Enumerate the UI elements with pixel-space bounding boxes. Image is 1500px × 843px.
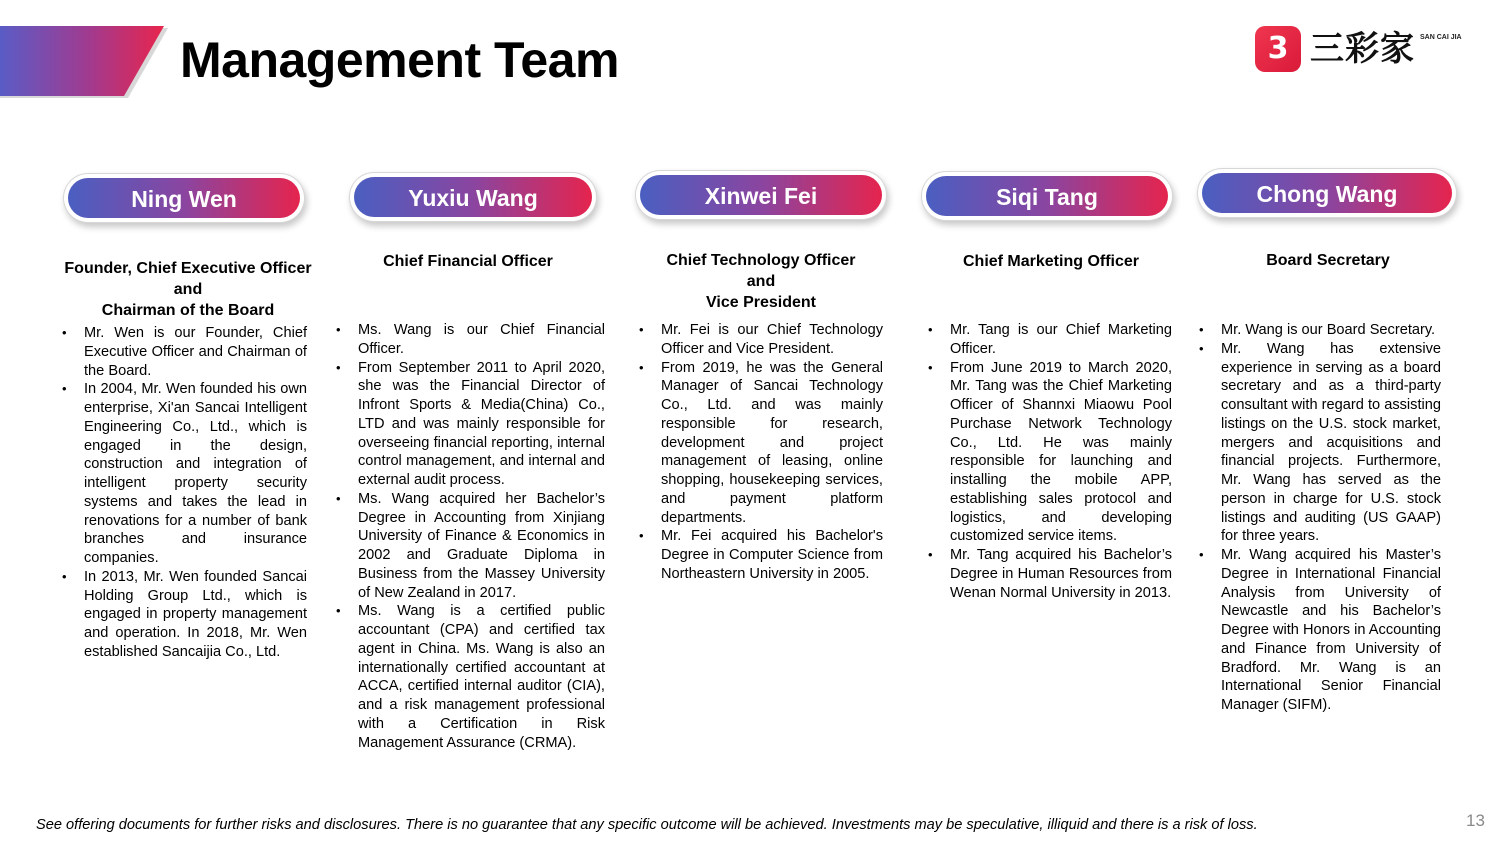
bio-item: • Mr. Wang acquired his Master’s Degree in International Financial Analysis from University of Newcastle and his Bachelor’s Degree with Honors in Accounting and Finance from University of Bradford. Mr. Wang is an International Senior Financial Manager (SIFM).: [1197, 546, 1441, 715]
member-bio-list: [637, 321, 883, 584]
bio-item: • Ms. Wang acquired her Bachelor’s Degree in Accounting from Xinjiang University of Finance & Economics in 2002 and Graduate Diploma in Business from the Massey University of New Zealand in 2017.: [334, 490, 605, 603]
bio-item: • In 2004, Mr. Wen founded his own enterprise, Xi'an Sancai Intelligent Engineering Co., Ltd., which is engaged in the design, construction and integration of intelligent property security systems and takes the lead in renovations for a number of bank branches and insurance companies.: [60, 380, 307, 568]
member-name-pill: Chong Wang: [1202, 173, 1452, 213]
member-name-pill: Ning Wen: [68, 178, 300, 218]
bio-item: • From 2019, he was the General Manager of Sancai Technology Co., Ltd. and was mainly responsible for research, development and project management of leasing, online shopping, housekeeping services, and payment platform departments.: [637, 359, 883, 528]
bio-item: • From June 2019 to March 2020, Mr. Tang was the Chief Marketing Officer of Shannxi Miaowu Pool Purchase Network Technology Co., Ltd. He was mainly responsible for launching and installing the mobile APP, establishing sales protocol and logistics, and developing customized service items.: [926, 359, 1172, 547]
page-number: 13: [1466, 811, 1485, 830]
bio-item: • Mr. Fei is our Chief Technology Officer and Vice President.: [637, 321, 883, 359]
bio-item: • Mr. Fei acquired his Bachelor's Degree in Computer Science from Northeastern University in 2005.: [637, 527, 883, 583]
member-name-pill: Xinwei Fei: [640, 175, 882, 215]
page-title: Management Team: [180, 32, 619, 88]
member-bio-list: [334, 321, 605, 752]
logo-chinese-text: 三彩家: [1310, 29, 1415, 69]
member-bio-list: [1197, 321, 1441, 715]
member-role: Chief Financial Officer: [383, 253, 553, 270]
member-role: Chief Marketing Officer: [962, 253, 1140, 270]
bio-item: • Ms. Wang is a certified public accountant (CPA) and certified tax agent in China. Ms. Wang is also an internationally certified accountant at ACCA, certified internal auditor (CIA), and a risk management professional with a Certification in Risk Management Assurance (CRMA).: [334, 602, 605, 752]
logo-mark: 3: [1255, 26, 1301, 72]
bio-item: • Mr. Tang is our Chief Marketing Officer.: [926, 321, 1172, 359]
member-bio-list: [60, 324, 307, 662]
bio-item: • From September 2011 to April 2020, she was the Financial Director of Infront Sports & Media(China) Co., LTD and was mainly responsible for overseeing financial reporting, internal control management, and internal and external audit process.: [334, 359, 605, 490]
member-role: Board Secretary: [1266, 252, 1390, 269]
member-role: Chief Technology Officer and Vice President: [666, 252, 856, 311]
member-role: Founder, Chief Executive Officer and Chairman of the Board: [64, 260, 312, 319]
bio-item: • In 2013, Mr. Wen founded Sancai Holding Group Ltd., which is engaged in property management and operation. In 2018, Mr. Wen established Sancaijia Co., Ltd.: [60, 568, 307, 662]
logo-english-text: SAN CAI JIA: [1420, 34, 1462, 41]
bio-item: • Mr. Wang is our Board Secretary.: [1197, 321, 1441, 340]
bio-item: • Mr. Tang acquired his Bachelor’s Degree in Human Resources from Wenan Normal University in 2013.: [926, 546, 1172, 602]
member-bio-list: [926, 321, 1172, 602]
bio-item: • Mr. Wang has extensive experience in serving as a board secretary and as a third-party consultant with regard to assisting listings on the U.S. stock market, mergers and acquisitions and financial projects. Furthermore, Mr. Wang has served as the person in charge for U.S. stock listings and auditing (US GAAP) for three years.: [1197, 340, 1441, 546]
bio-item: • Mr. Wen is our Founder, Chief Executive Officer and Chairman of the Board.: [60, 324, 307, 380]
disclaimer-footnote: See offering documents for further risks and disclosures. There is no guarantee that any specific outcome will be achieved. Investments may be speculative, illiquid and there is a risk of loss.: [36, 817, 1258, 833]
member-name-pill: Siqi Tang: [926, 176, 1168, 216]
member-name-pill: Yuxiu Wang: [354, 177, 592, 217]
bio-item: • Ms. Wang is our Chief Financial Officer.: [334, 321, 605, 359]
